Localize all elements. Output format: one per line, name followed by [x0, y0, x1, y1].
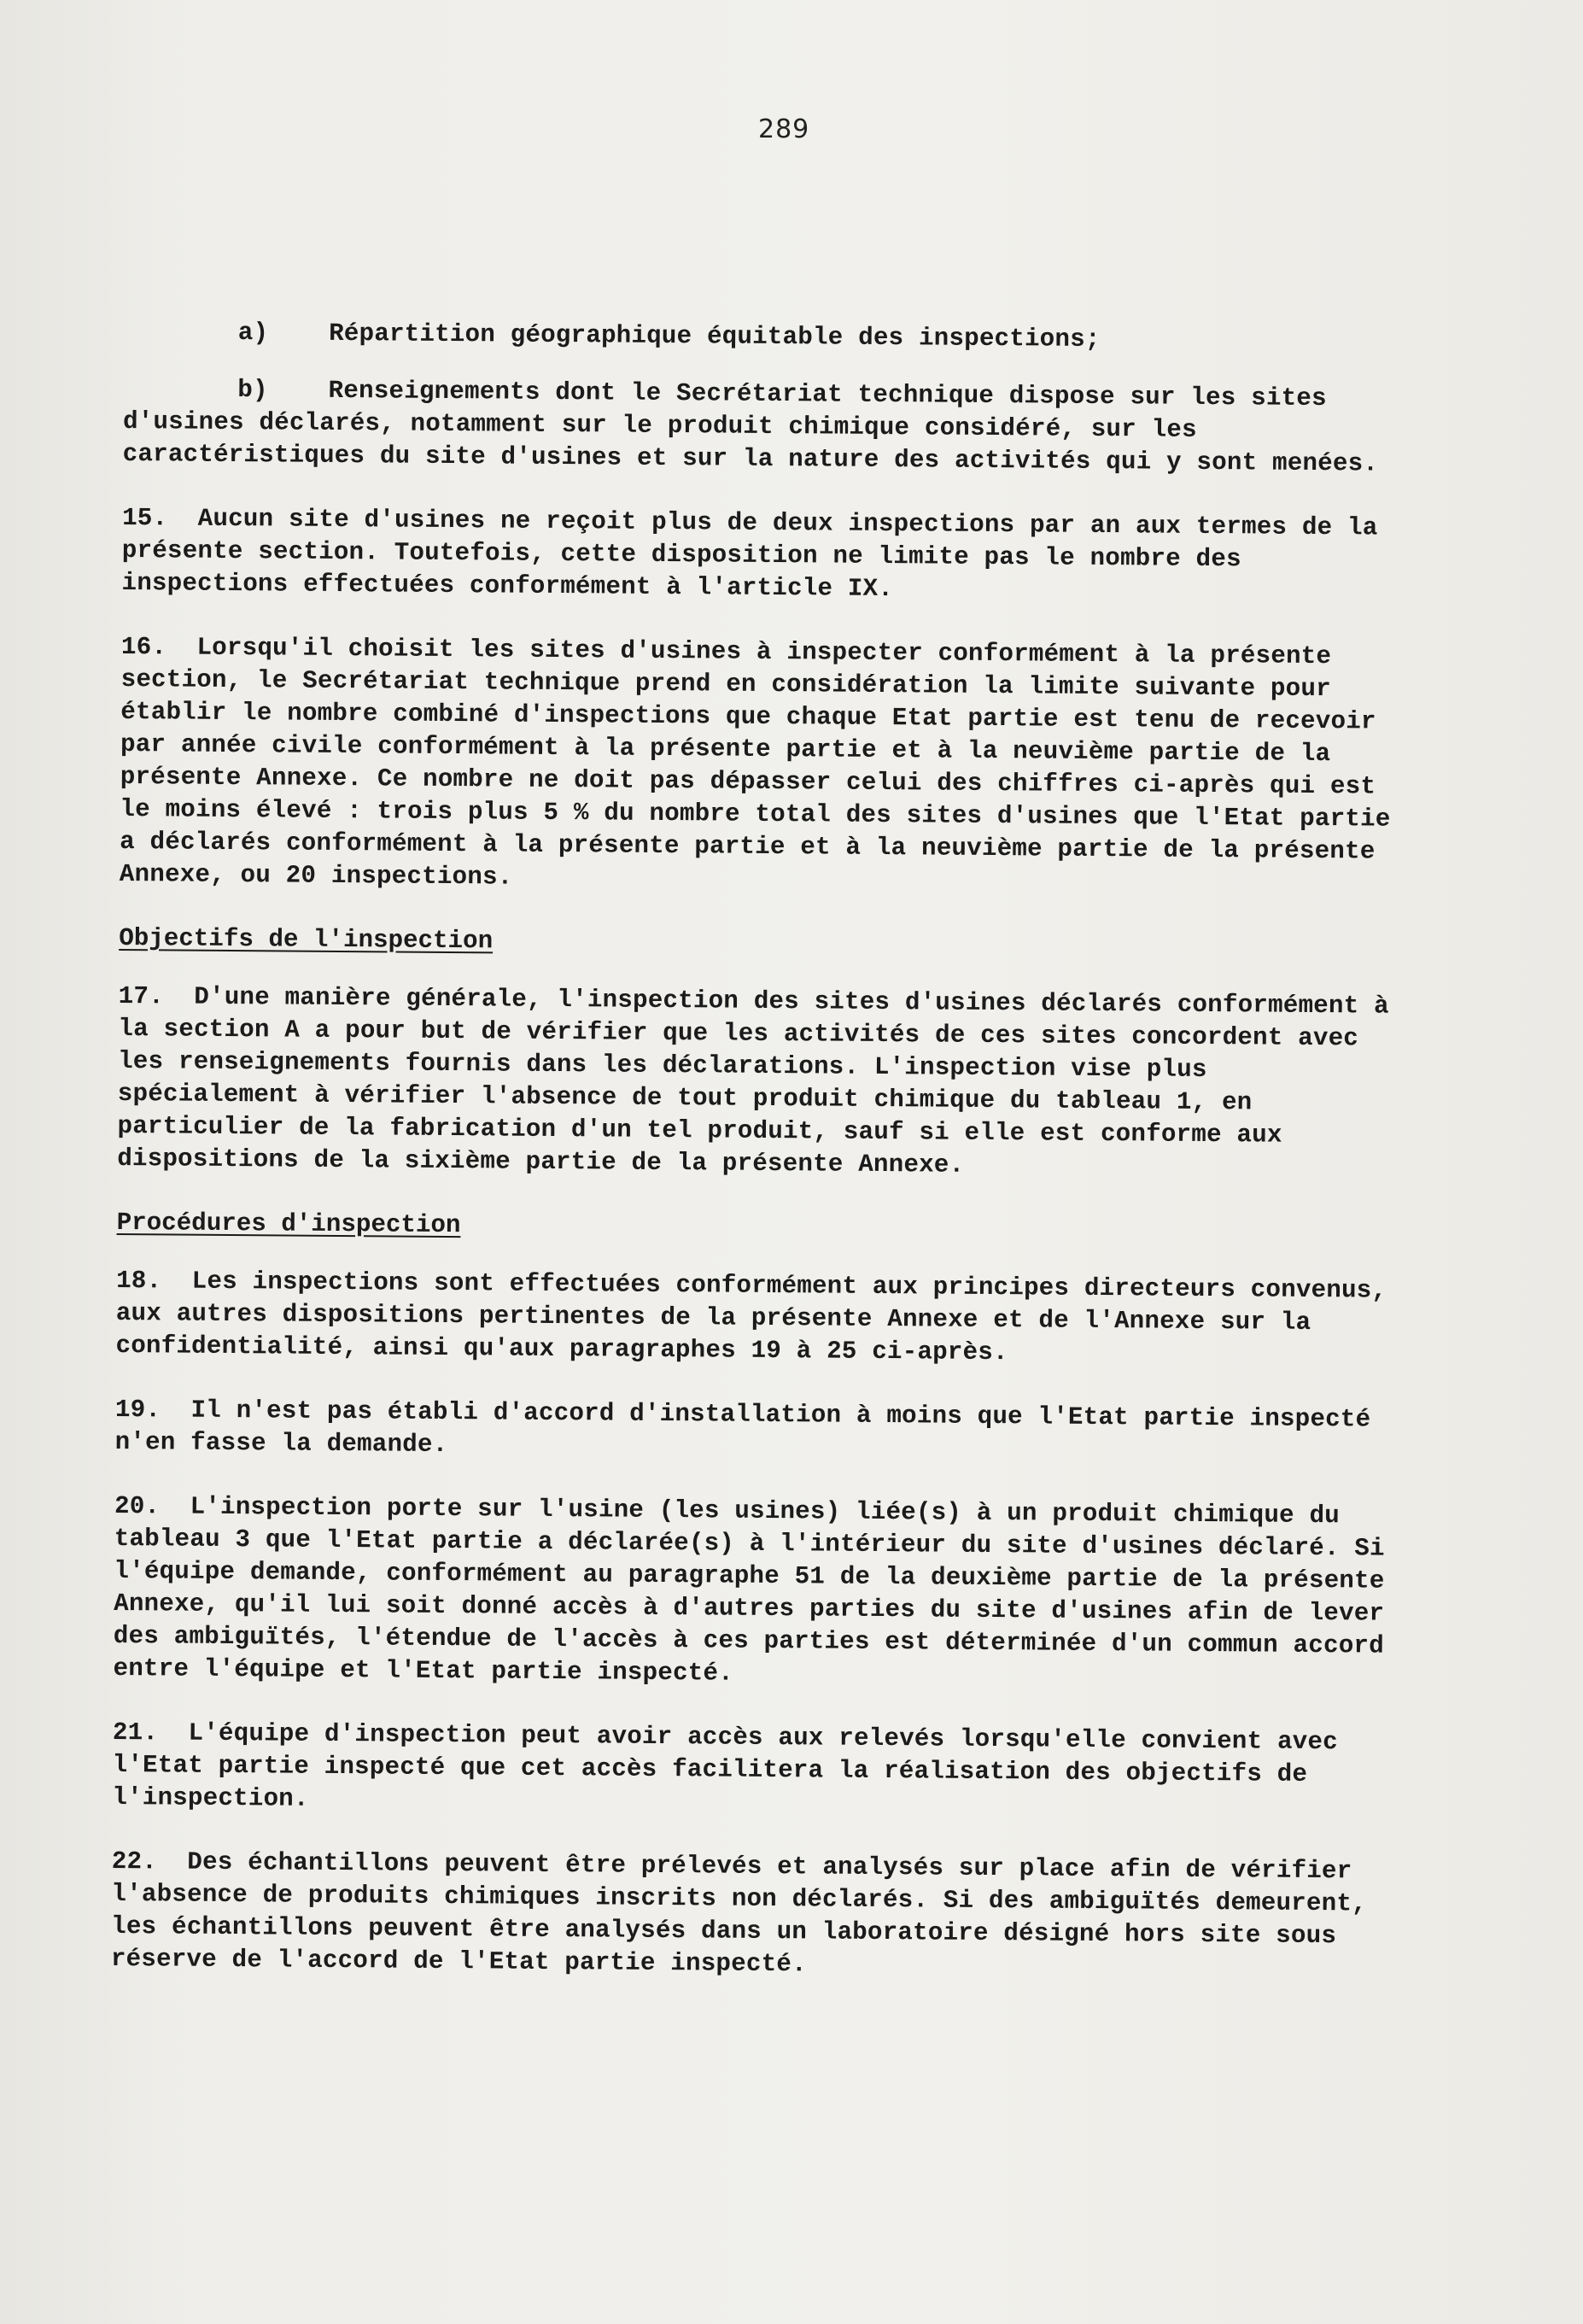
paragraph-16: 16. Lorsqu'il choisit les sites d'usines à inspecter conformément à la présente section, le Secrétariat technique prend en considération la limite suivante pour établir le nombre combiné d'inspections que chaque Etat partie est tenu de recevoir par année civile conformément à la présente partie et à la neuvième partie de la présente Annexe. Ce nombre ne doit pas dépasser celui des chiffres ci-après qui est le moins élevé : trois plus 5 % du nombre total des sites d'usines que l'Etat partie a déclarés conformément à la présente partie et à la neuvième partie de la présente Annexe, ou 20 inspections.	[119, 632, 1406, 892]
list-item-a: a) Répartition géographique équitable des inspections;	[237, 319, 1101, 354]
page-number: 289	[758, 114, 810, 144]
paragraph-20: 20. L'inspection porte sur l'usine (les usines) liée(s) à un produit chimique du tableau 3 que l'Etat partie a déclarée(s) à l'intérieur du site d'usines déclaré. Si l'équipe demande, conformément au paragraphe 51 de la deuxième partie de la présente Annexe, qu'il lui soit donné accès à d'autres parties du site d'usines afin de lever des ambiguïtés, l'étendue de l'accès à ces parties est déterminée d'un commun accord entre l'équipe et l'Etat partie inspecté.	[113, 1491, 1400, 1688]
paragraph-18: 18. Les inspections sont effectuées conformément aux principes directeurs convenus, aux autres dispositions pertinentes de la présente Annexe et de l'Annexe sur la confidentialité, ainsi qu'aux paragraphes 19 à 25 ci-après.	[115, 1266, 1403, 1367]
paragraph-15: 15. Aucun site d'usines ne reçoit plus de deux inspections par an aux termes de la présente section. Toutefois, cette disposition ne limite pas le nombre des inspections effectuées conformément à l'article IX.	[121, 503, 1393, 604]
paragraph-19: 19. Il n'est pas établi d'accord d'installation à moins que l'Etat partie inspecté n'en fasse la demande.	[114, 1395, 1387, 1460]
paragraph-21: 21. L'équipe d'inspection peut avoir accès aux relevés lorsqu'elle convient avec l'Etat partie inspecté que cet accès facilitera la réalisation des objectifs de l'inspection.	[112, 1718, 1353, 1813]
list-item-b: b) Renseignements dont le Secrétariat technique dispose sur les sites d'usines déclarés, notamment sur le produit chimique considéré, sur les caractéristiques du site d'usines et sur la nature des activités qui y sont menées.	[122, 376, 1379, 478]
paragraph-22: 22. Des échantillons peuvent être prélevés et analysés sur place afin de vérifier l'absence de produits chimiques inscrits non déclarés. Si des ambiguïtés demeurent, les échantillons peuvent être analysés dans un laboratoire désigné hors site sous réserve de l'accord de l'Etat partie inspecté.	[110, 1847, 1382, 1979]
paragraph-17: 17. D'une manière générale, l'inspection des sites d'usines déclarés conformément à la section A a pour but de vérifier que les activités de ces sites concordent avec les renseignements fournis dans les déclarations. L'inspection vise plus spécialement à vérifier l'absence de tout produit chimique du tableau 1, en particulier de la fabrication d'un tel produit, sauf si elle est conforme aux dispositions de la sixième partie de la présente Annexe.	[117, 981, 1405, 1180]
body-text	[110, 316, 1405, 2017]
heading-procedures: Procédures d'inspection	[116, 1208, 461, 1240]
heading-objectives: Objectifs de l'inspection	[119, 923, 494, 956]
